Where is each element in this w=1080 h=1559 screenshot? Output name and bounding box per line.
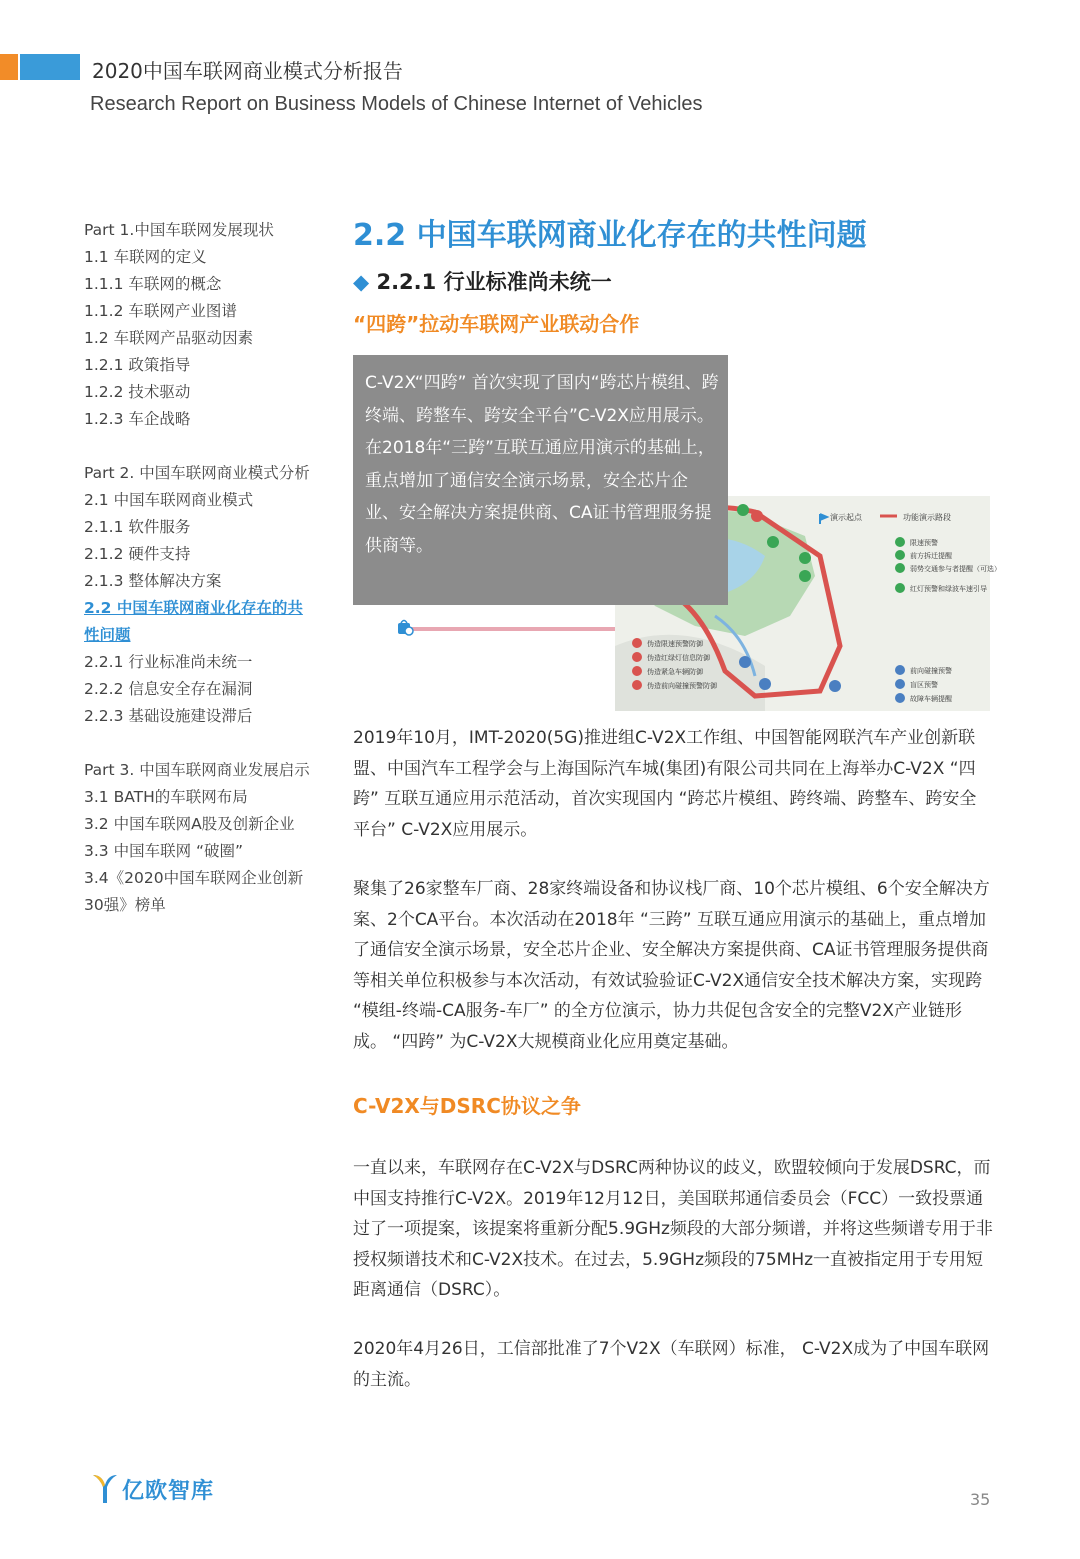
- toc-item[interactable]: 1.2.2 技术驱动: [84, 383, 191, 401]
- toc-item[interactable]: 3.4《2020中国车联网企业创新: [84, 869, 304, 887]
- brand-mark-icon: [92, 1473, 118, 1505]
- toc-item[interactable]: 1.1 车联网的定义: [84, 248, 207, 266]
- header-accent-blue: [20, 54, 80, 80]
- header-accent-orange: [0, 54, 18, 80]
- diamond-bullet-icon: ◆: [353, 270, 370, 294]
- legend-item: 伪造限速预警防御: [647, 640, 703, 648]
- toc-item[interactable]: 2.1 中国车联网商业模式: [84, 491, 254, 509]
- toc-item[interactable]: 2.1.3 整体解决方案: [84, 572, 222, 590]
- callout-text: C-V2X“四跨” 首次实现了国内“跨芯片模组、跨终端、跨整车、跨安全平台”C-V2X应用展示。在2018年“三跨”互联互通应用演示的基础上，重点增加了通信安全演示场景，安全芯片企业、安全解决方案提供商、CA证书管理服务提供商等。: [365, 373, 719, 556]
- legend-item: 伪造红绿灯信息防御: [647, 654, 710, 662]
- toc-item[interactable]: 3.1 BATH的车联网布局: [84, 788, 248, 806]
- toc-item[interactable]: 1.2.1 政策指导: [84, 356, 191, 374]
- toc-item[interactable]: Part 2. 中国车联网商业模式分析: [84, 464, 310, 482]
- toc-item[interactable]: 2.2.1 行业标准尚未统一: [84, 653, 253, 671]
- body-paragraph-2: 聚集了26家整车厂商、28家终端设备和协议栈厂商、10个芯片模组、6个安全解决方案、2个CA平台。本次活动在2018年 “三跨” 互联互通应用演示的基础上，重点增加了通信安全演示场景，安全芯片企业、安全解决方案提供商、CA证书管理服务提供商等相关单位积极参与本次活动，有效试验验证C-V2X通信安全技术解决方案，实现跨 “模组-终端-CA服务-车厂” 的全方位演示，协力共促包含安全的完整V2X产业链形成。 “四跨” 为C-V2X大规模商业化应用奠定基础。: [353, 879, 990, 1052]
- toc-item[interactable]: 30强》榜单: [84, 896, 166, 914]
- page-number: 35: [970, 1490, 991, 1509]
- toc-item[interactable]: Part 3. 中国车联网商业发展启示: [84, 761, 310, 779]
- toc-item[interactable]: 2.1.2 硬件支持: [84, 545, 191, 563]
- topic-heading: “四跨”拉动车联网产业联动合作: [353, 312, 640, 336]
- toc-item[interactable]: 1.1.2 车联网产业图谱: [84, 302, 237, 320]
- brand-name: 亿欧智库: [122, 1478, 215, 1504]
- callout-box: [353, 355, 728, 605]
- legend-start-label: 演示起点: [830, 513, 862, 522]
- toc-item[interactable]: Part 1.中国车联网发展现状: [84, 221, 274, 239]
- toc-item[interactable]: 2.1.1 软件服务: [84, 518, 191, 536]
- table-of-contents: [84, 217, 329, 919]
- legend-item: 限速预警: [910, 539, 938, 547]
- topic-heading-dsrc: C-V2X与DSRC协议之争: [353, 1094, 581, 1118]
- legend-route-label: 功能演示路段: [903, 513, 951, 522]
- body-paragraph-1: 2019年10月，IMT-2020(5G)推进组C-V2X工作组、中国智能网联汽车产业创新联盟、中国汽车工程学会与上海国际汽车城(集团)有限公司共同在上海举办C-V2X “四跨” 互联互通应用示范活动，首次实现国内 “跨芯片模组、跨终端、跨整车、跨安全平台” C-V2X应用展示。: [353, 728, 977, 840]
- toc-item[interactable]: 1.2 车联网产品驱动因素: [84, 329, 254, 347]
- toc-spacer: [84, 433, 329, 460]
- toc-item[interactable]: 3.3 中国车联网 “破圈”: [84, 842, 244, 860]
- report-title-en: Research Report on Business Models of Chinese Internet of Vehicles: [90, 93, 703, 115]
- report-title-cn: 2020中国车联网商业模式分析报告: [92, 59, 403, 83]
- legend-item: 弱势交通参与者提醒（可选）: [910, 565, 1001, 573]
- toc-item-active[interactable]: 2.2 中国车联网商业化存在的共: [84, 599, 303, 617]
- legend-item: 前方拆迁提醒: [910, 552, 952, 560]
- subsection-heading-text: 2.2.1 行业标准尚未统一: [376, 270, 612, 294]
- legend-item: 红灯预警和绿波车速引导: [910, 585, 987, 593]
- legend-item: 盲区预警: [910, 681, 938, 689]
- toc-item[interactable]: 1.1.1 车联网的概念: [84, 275, 222, 293]
- subsection-heading: [353, 266, 612, 296]
- brand-logo: [92, 1472, 214, 1506]
- section-heading: 2.2 中国车联网商业化存在的共性问题: [353, 218, 867, 253]
- toc-item[interactable]: 1.2.3 车企战略: [84, 410, 191, 428]
- body-paragraph-3: 一直以来，车联网存在C-V2X与DSRC两种协议的歧义，欧盟较倾向于发展DSRC，而中国支持推行C-V2X。2019年12月12日，美国联邦通信委员会（FCC）一致投票通过了一项提案，该提案将重新分配5.9GHz频段的大部分频谱，并将这些频谱专用于非授权频谱技术和C-V2X技术。在过去，5.9GHz频段的75MHz一直被指定用于专用短距离通信（DSRC）。: [353, 1158, 993, 1300]
- bag-icon: [396, 618, 414, 636]
- callout-connector-line: [410, 627, 615, 631]
- legend-item: 伪造前向碰撞预警防御: [647, 682, 717, 690]
- toc-item[interactable]: 2.2.2 信息安全存在漏洞: [84, 680, 253, 698]
- toc-item[interactable]: 2.2.3 基础设施建设滞后: [84, 707, 253, 725]
- legend-item: 前向碰撞预警: [910, 667, 952, 675]
- legend-item: 故障车辆提醒: [910, 695, 952, 703]
- toc-item[interactable]: 3.2 中国车联网A股及创新企业: [84, 815, 295, 833]
- toc-item-active-cont[interactable]: 性问题: [84, 626, 131, 644]
- body-paragraph-4: 2020年4月26日，工信部批准了7个V2X（车联网）标准， C-V2X成为了中国车联网的主流。: [353, 1339, 990, 1390]
- legend-item: 伪造紧急车辆防御: [647, 668, 703, 676]
- toc-spacer: [84, 730, 329, 757]
